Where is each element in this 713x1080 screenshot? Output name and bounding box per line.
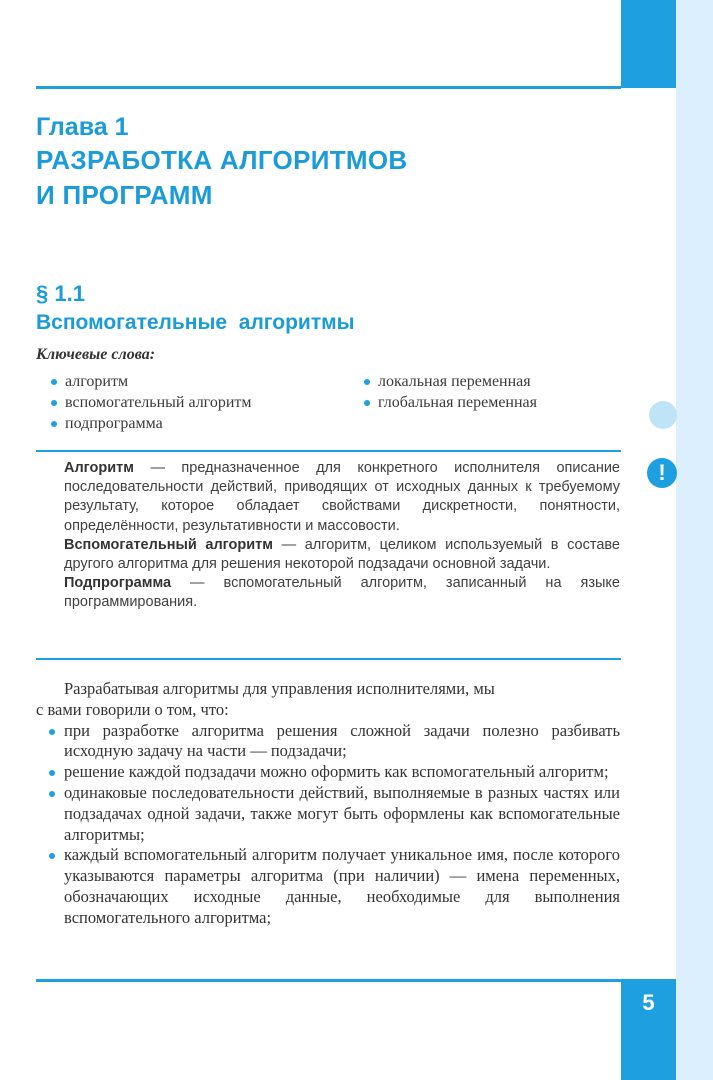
body-text <box>36 679 620 929</box>
right-margin-strip <box>676 0 713 1080</box>
keywords-right-list <box>364 371 537 413</box>
list-item: решение каждой подзадачи можно оформить как вспомогательный алгоритм; <box>36 762 620 783</box>
definition-paragraph <box>64 536 620 574</box>
definition-text: — вспомогательный алгоритм, записанный на языке программирования. <box>64 575 620 611</box>
definitions-block <box>64 459 620 613</box>
keyword-item: локальная переменная <box>364 371 537 392</box>
chapter-title-line2: И ПРОГРАММ <box>36 180 213 210</box>
keyword-item: вспомогательный алгоритм <box>51 392 252 413</box>
keywords-left-list <box>51 371 252 434</box>
intro-line-continued: с вами говорили о том, что: <box>36 699 229 719</box>
page-number: 5 <box>642 990 655 1015</box>
definition-term: Вспомогательный алгоритм <box>64 536 273 553</box>
chapter-title-line1: РАЗРАБОТКА АЛГОРИТМОВ <box>36 145 408 175</box>
keywords-label: Ключевые слова: <box>36 346 156 363</box>
top-color-tab <box>621 0 676 88</box>
list-item: при разработке алгоритма решения сложной задачи полезно разбивать исходную задачу на части — подзадачи; <box>36 721 620 763</box>
section-title: Вспомогательные алгоритмы <box>36 311 355 334</box>
exclamation-icon: ! <box>647 458 677 488</box>
definition-paragraph <box>64 574 620 612</box>
definitions-bottom-rule <box>36 658 621 660</box>
keyword-item: глобальная переменная <box>364 392 537 413</box>
definitions-top-rule <box>36 450 621 452</box>
definition-term: Алгоритм <box>64 460 134 476</box>
definition-text: — алгоритм, целиком используемый в составе другого алгоритма для решения некоторой подзадачи основной задачи. <box>64 536 620 573</box>
body-bullet-list <box>36 721 620 929</box>
definition-paragraph <box>64 459 620 536</box>
list-item: одинаковые последовательности действий, выполняемые в разных частях или подзадачах одной задачи, также могут быть оформлены как вспомогательные алгоритмы; <box>36 783 620 845</box>
top-rule <box>36 86 621 89</box>
definition-text: — предназначенное для конкретного исполнителя описание последовательности действий, приводящих от исходных данных к требуемому результату, которое обладает свойствами дискретности, понятности, определённости, результативности и массовости. <box>64 460 620 534</box>
keyword-item: алгоритм <box>51 371 252 392</box>
chapter-number: Глава 1 <box>36 113 129 141</box>
list-item: каждый вспомогательный алгоритм получает уникальное имя, после которого указываются параметры алгоритма (при наличии) — имена переменных, обозначающих исходные данные, необходимые для выполнения вспомогательного алгоритма; <box>36 845 620 928</box>
section-heading <box>36 281 616 337</box>
intro-line: Разрабатывая алгоритмы для управления исполнителями, мы <box>64 679 495 698</box>
faint-circle-icon <box>649 401 677 429</box>
section-number: § 1.1 <box>36 281 85 306</box>
bottom-rule <box>36 979 621 982</box>
keyword-item: подпрограмма <box>51 413 252 434</box>
definition-term: Подпрограмма <box>64 575 172 592</box>
chapter-heading <box>36 112 616 212</box>
